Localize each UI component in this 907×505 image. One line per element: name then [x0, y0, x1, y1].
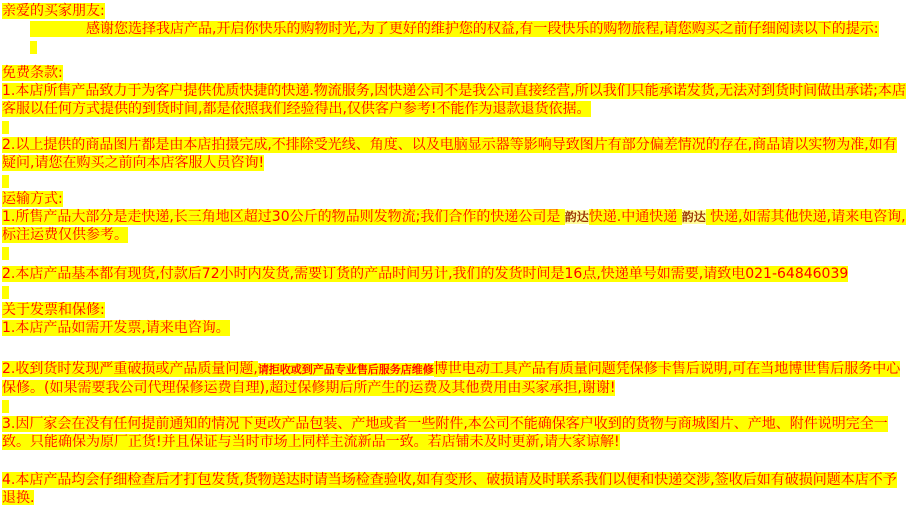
highlight-spacer-row [2, 244, 907, 262]
shipping-item-2 [2, 265, 907, 283]
highlight-spacer-row [30, 38, 907, 56]
blank-gap [2, 451, 907, 469]
highlight-spacer-row [2, 172, 907, 190]
text-segment: 关于发票和保修: [2, 302, 105, 318]
highlight-spacer [30, 41, 37, 54]
greeting-line [30, 20, 907, 38]
invoice-item-1 [2, 319, 907, 337]
text-segment: 亲爱的买家朋友: [2, 3, 105, 19]
text-segment: 4.本店产品均会仔细检查后才打包发货,货物送达时请当场检查验收,如有变形、破损请及时联系我们以便和快递交涉,签收后如有破损问题本店不予退换. [2, 472, 897, 505]
invoice-item-3 [2, 415, 907, 451]
text-segment: 快递,如需其他快递,请来电咨询,标注运费仅供参考。 [2, 209, 906, 243]
highlight-spacer [2, 400, 9, 413]
text-segment: 快递.中通快递 [588, 209, 682, 225]
text-segment: 2.本店产品基本都有现货,付款后72小时内发货,需要订货的产品时间另计,我们的发货时间是16点,快递单号如需要,请致电021-64846039 [2, 266, 849, 282]
highlight-spacer-row [2, 118, 907, 136]
text-segment: 2.以上提供的商品图片都是由本店拍摄完成,不排除受光线、角度、以及电脑显示器等影响导致图片有部分偏差情况的存在,商品请以实物为准,如有疑问,请您在购买之前向本店客服人员咨询! [2, 137, 897, 171]
text-segment: 感谢您选择我店产品,开启你快乐的购物时光,为了更好的维护您的权益,有一段快乐的购物旅程,请您购买之前仔细阅读以下的提示: [30, 21, 879, 37]
shipping-heading [2, 190, 907, 208]
highlight-spacer-row [2, 283, 907, 301]
highlight-spacer-row [2, 397, 907, 415]
free-terms-item-2 [2, 136, 907, 172]
highlight-spacer [2, 247, 9, 260]
text-segment: 免费条款: [2, 65, 63, 81]
highlight-spacer [2, 175, 9, 188]
text-segment: 2.收到货时发现严重破损或产品质量问题, [2, 361, 258, 377]
text-segment: 3.因厂家会在没有任何提前通知的情况下更改产品包装、产地或者一些附件,本公司不能确保客户收到的货物与商城图片、产地、附件说明完全一致。只能确保为原厂正货!并且保证与当时市场上同样主流新品一致。若店铺未及时更新,请大家谅解! [2, 416, 888, 450]
text-segment: 运输方式: [2, 191, 63, 207]
text-segment: 韵达 [564, 210, 589, 224]
text-segment: 韵达 [681, 210, 706, 224]
highlight-spacer [2, 121, 9, 134]
text-segment: 1.所售产品大部分是走快递,长三角地区超过30公斤的物品则发物流;我们合作的快递公司是 [2, 209, 565, 225]
invoice-warranty-heading [2, 301, 907, 319]
invoice-item-2 [2, 360, 907, 397]
text-segment: 博世电动工具产品有质量问题凭保修卡售后说明,可在当地博世售后服务中心保修。(如果需要我公司代理保修运费自理),超过保修期后所产生的运费及其他费用由买家承担,谢谢! [2, 361, 901, 396]
highlight-spacer [2, 286, 9, 299]
free-terms-heading [2, 64, 907, 82]
invoice-item-4 [2, 471, 907, 505]
blank-gap [2, 337, 907, 355]
greeting-heading [2, 2, 907, 20]
free-terms-item-1 [2, 82, 907, 118]
text-segment: 1.本店所售产品致力于为客户提供优质快捷的快递.物流服务,因快递公司不是我公司直接经营,所以我们只能承诺发货,无法对到货时间做出承诺;本店客服以任何方式提供的到货时间,都是依照我们经验得出,仅供客户参考!不能作为退款退货依据。 [2, 83, 906, 117]
text-segment: 请拒收或到产品专业售后服务店维修 [257, 363, 434, 376]
shipping-item-1 [2, 208, 907, 244]
text-segment: 1.本店产品如需开发票,请来电咨询。 [2, 320, 230, 336]
